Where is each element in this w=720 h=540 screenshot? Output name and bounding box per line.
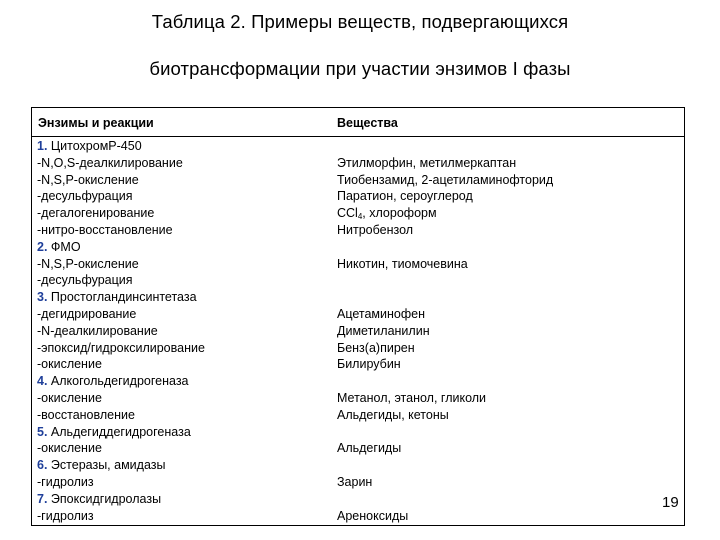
formula-text: CCl [337,206,358,221]
substances-column [337,138,637,524]
substance-row [337,205,637,222]
reaction-row: -гидролиз [37,474,94,489]
substance-row: Метанол, этанол, гликоли [337,390,487,405]
enzyme-row [37,457,327,474]
reaction-row: -гидролиз [37,508,94,523]
page-number: 19 [662,494,679,511]
substance-row: Тиобензамид, 2-ацетиламинофторид [337,172,554,187]
enzyme-row [37,239,327,256]
reaction-row: -десульфурация [37,273,133,288]
reaction-row: -эпоксид/гидроксилирование [37,340,205,355]
spacer [337,289,637,306]
reaction-row: -нитро-восстановление [37,222,173,237]
enzyme-number: 6. [37,458,48,473]
spacer [337,272,637,289]
spacer [337,373,637,390]
enzyme-name: Простогландинсинтетаза [50,290,197,305]
reaction-row: -окисление [37,390,102,405]
spacer [337,239,637,256]
substance-row: Билирубин [337,357,401,372]
header-enzymes-reactions: Энзимы и реакции [38,116,154,130]
enzyme-number: 7. [37,491,48,506]
substance-row: Паратион, сероуглерод [337,189,473,204]
enzyme-row [37,289,327,306]
reaction-row: -окисление [37,357,102,372]
substance-row: Альдегиды [337,441,402,456]
reaction-row: -десульфурация [37,189,133,204]
enzyme-row [37,491,327,508]
enzyme-name: Эпоксидгидролазы [50,491,162,506]
enzyme-name: ФМО [50,239,81,254]
substance-row: Ацетаминофен [337,306,426,321]
reaction-row: -дегидрирование [37,306,137,321]
formula-rest: , хлороформ [362,206,437,221]
substance-row: Никотин, тиомочевина [337,256,468,271]
enzyme-row [37,138,327,155]
enzyme-name: Эстеразы, амидазы [50,458,166,473]
spacer [337,491,637,508]
title-line-2: биотрансформации при участии энзимов I фазы [149,58,571,79]
table-header-row [32,108,684,137]
substance-row: Нитробензол [337,222,414,237]
reaction-row: -восстановление [37,407,135,422]
enzyme-name: ЦитохромP-450 [50,139,142,153]
enzyme-number: 1. [37,139,48,153]
spacer [337,424,637,441]
reaction-row: -N-деалкилирование [37,323,158,338]
reaction-row: -окисление [37,441,102,456]
enzyme-number: 4. [37,374,48,389]
substance-row: Бенз(а)пирен [337,340,415,355]
enzyme-number: 3. [37,290,48,305]
title-line-1: Таблица 2. Примеры веществ, подвергающихся [151,11,569,32]
substance-row: Ареноксиды [337,508,409,523]
header-substances: Вещества [337,116,398,130]
enzyme-number: 5. [37,424,48,439]
enzyme-row [37,424,327,441]
substance-row: Зарин [337,474,373,489]
reaction-row: -дегалогенирование [37,206,155,221]
spacer [337,457,637,474]
enzyme-name: Алкогольдегидрогеназа [50,374,189,389]
substance-row: Альдегиды, кетоны [337,407,449,422]
substance-row: Диметиланилин [337,323,430,338]
reaction-row: -N,S,P-окисление [37,172,139,187]
formula-subscript: 4 [357,212,363,222]
enzymes-table [31,107,685,526]
substance-row: Этилморфин, метилмеркаптан [337,155,517,170]
reaction-row: -N,O,S-деалкилирование [37,155,183,170]
enzymes-reactions-column [37,138,327,524]
spacer [337,138,637,155]
enzyme-name: Альдегиддегидрогеназа [50,424,191,439]
enzyme-row [37,373,327,390]
enzyme-number: 2. [37,239,48,254]
reaction-row: -N,S,P-окисление [37,256,139,271]
